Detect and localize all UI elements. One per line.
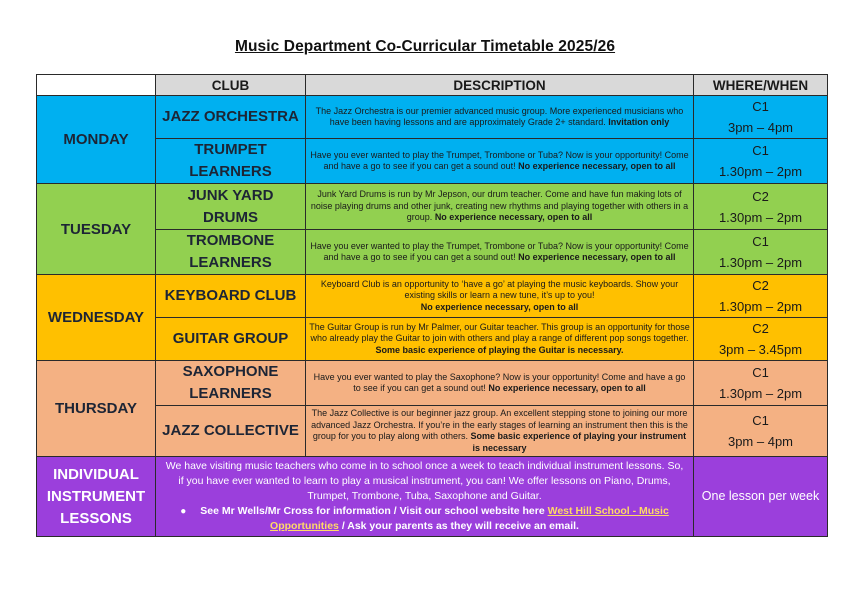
club-trumpet-learners (156, 139, 306, 184)
table-row (37, 406, 828, 457)
club-description (306, 230, 694, 275)
description-bold: No experience necessary, open to all (518, 161, 676, 171)
club-description (306, 184, 694, 230)
room: C2 (752, 321, 769, 336)
time: 1.30pm – 2pm (718, 255, 803, 270)
where-when-cell (694, 406, 828, 457)
club-description (306, 361, 694, 406)
school-website-link[interactable]: West Hill School - Music Opportunities (270, 505, 669, 532)
description-bold: Invitation only (608, 117, 670, 127)
document-title: Music Department Co-Curricular Timetable 2025/26 (234, 38, 616, 55)
club-description (306, 275, 694, 318)
day-tuesday: TUESDAY (37, 184, 156, 275)
where-when-cell (694, 230, 828, 275)
club-name: TROMBONE (186, 232, 275, 249)
individual-lessons-label (37, 457, 156, 537)
description-text: Have you ever wanted to play the Trumpet, Trombone or Tuba? Now is your opportunity! Come and have a go to see if you can get a sound out! (310, 240, 689, 262)
description-bold: No experience necessary, open to all (434, 212, 593, 223)
timetable (36, 74, 828, 537)
header-row (37, 75, 828, 96)
club-name: KEYBOARD CLUB (164, 287, 297, 304)
where-when-cell (694, 318, 828, 361)
club-name: GUITAR GROUP (172, 330, 289, 347)
time: 1.30pm – 2pm (718, 299, 803, 314)
room: C1 (752, 413, 769, 428)
individual-where-when: One lesson per week (694, 457, 828, 537)
description-bold: No experience necessary, open to all (420, 301, 579, 312)
room: C1 (752, 365, 769, 380)
room: C1 (752, 143, 769, 158)
description-text: Have you ever wanted to play the Saxophone? Now is your opportunity! Come and have a go to see if you can get a sound out! (313, 371, 686, 393)
description-text: Junk Yard Drums is run by Mr Jepson, our drum teacher. Come and have fun making lots of noise playing drums and other junk, creating new rhythms and playing together with others in a group. (310, 189, 689, 223)
table-row (37, 139, 828, 184)
club-name-line2: LEARNERS (189, 163, 272, 180)
where-when-cell (694, 184, 828, 230)
club-name: JAZZ ORCHESTRA (162, 108, 299, 125)
bullet-icon: ● (180, 506, 187, 517)
time: 3pm – 4pm (727, 434, 794, 449)
club-description (306, 139, 694, 184)
day-wednesday: WEDNESDAY (37, 275, 156, 361)
time: 1.30pm – 2pm (718, 164, 803, 179)
description-text: The Jazz Collective is our beginner jazz group. An excellent stepping stone to joining our more advanced Jazz Orchestra. If you’re in the early stages of learning an instrument then this is the group for you to play along with others. (311, 408, 688, 441)
club-guitar-group (156, 318, 306, 361)
label-line: INSTRUMENT (46, 487, 146, 505)
table-row (37, 184, 828, 230)
header-blank-cell (37, 75, 156, 96)
header-description: DESCRIPTION (306, 75, 694, 96)
room: C1 (752, 99, 769, 114)
description-text: Keyboard Club is an opportunity to ‘have a go’ at playing the music keyboards. Show your existing skills or learn a new tune, it’s up to you! (320, 278, 679, 301)
time: 1.30pm – 2pm (718, 386, 803, 401)
day-monday: MONDAY (37, 96, 156, 184)
bullet-suffix: / Ask your parents as they will receive an email. (341, 520, 579, 532)
club-name: SAXOPHONE (182, 363, 279, 380)
where-when-cell (694, 139, 828, 184)
where-when-cell (694, 96, 828, 139)
room: C2 (752, 278, 769, 293)
table-row (37, 318, 828, 361)
room: C2 (752, 188, 769, 204)
where-when-cell (694, 275, 828, 318)
club-name: JAZZ COLLECTIVE (162, 422, 299, 439)
individual-lessons-description (156, 457, 694, 537)
table-row (37, 96, 828, 139)
club-jazz-orchestra (156, 96, 306, 139)
description-text: The Guitar Group is run by Mr Palmer, our Guitar teacher. This group is an opportunity for those who already play the Guitar to join with others and play a range of different pop songs together. (309, 321, 690, 344)
info-bullet (162, 504, 687, 534)
description-bold: Some basic experience of playing the Guitar is necessary. (375, 344, 624, 355)
description-text: Have you ever wanted to play the Trumpet, Trombone or Tuba? Now is your opportunity! Come and have a go to see if you can get a sound out! (310, 149, 689, 171)
club-name-line2: DRUMS (203, 208, 258, 226)
club-keyboard-club (156, 275, 306, 318)
table-row (37, 230, 828, 275)
description-text: We have visiting music teachers who come in to school once a week to teach individual instrument lessons. So, if you have ever wanted to learn to play a musical instrument, you can! We offer lessons on Piano, Drums, Trumpet, Trombone, Tuba, Saxophone and Guitar. (165, 460, 684, 502)
description-bold: No experience necessary, open to all (518, 252, 676, 262)
time: 3pm – 3.45pm (718, 342, 803, 357)
description-bold: No experience necessary, open to all (488, 383, 646, 393)
time: 3pm – 4pm (727, 120, 794, 135)
table-row (37, 361, 828, 406)
club-jazz-collective (156, 406, 306, 457)
label-line: INDIVIDUAL (53, 465, 139, 483)
club-junk-yard-drums (156, 184, 306, 230)
club-saxophone-learners (156, 361, 306, 406)
where-when-cell (694, 361, 828, 406)
table-row (37, 275, 828, 318)
header-where-when: WHERE/WHEN (694, 75, 828, 96)
club-description (306, 318, 694, 361)
day-thursday: THURSDAY (37, 361, 156, 457)
individual-lessons-row (37, 457, 828, 537)
room: C1 (752, 234, 769, 249)
header-club: CLUB (156, 75, 306, 96)
club-description (306, 96, 694, 139)
club-description (306, 406, 694, 457)
club-name: JUNK YARD (187, 186, 274, 204)
description-bold: Some basic experience of playing your instrument is necessary (470, 431, 687, 453)
club-name: TRUMPET (194, 141, 267, 158)
club-trombone-learners (156, 230, 306, 275)
bullet-text: See Mr Wells/Mr Cross for information / Visit our school website here (200, 505, 545, 517)
club-name-line2: LEARNERS (189, 385, 272, 402)
description-text: The Jazz Orchestra is our premier advanced music group. More experienced musicians who have been having lessons and are approximately Grade 2+ standard. (315, 105, 684, 127)
club-name-line2: LEARNERS (189, 254, 272, 271)
time: 1.30pm – 2pm (718, 209, 803, 225)
label-line: LESSONS (60, 509, 132, 527)
